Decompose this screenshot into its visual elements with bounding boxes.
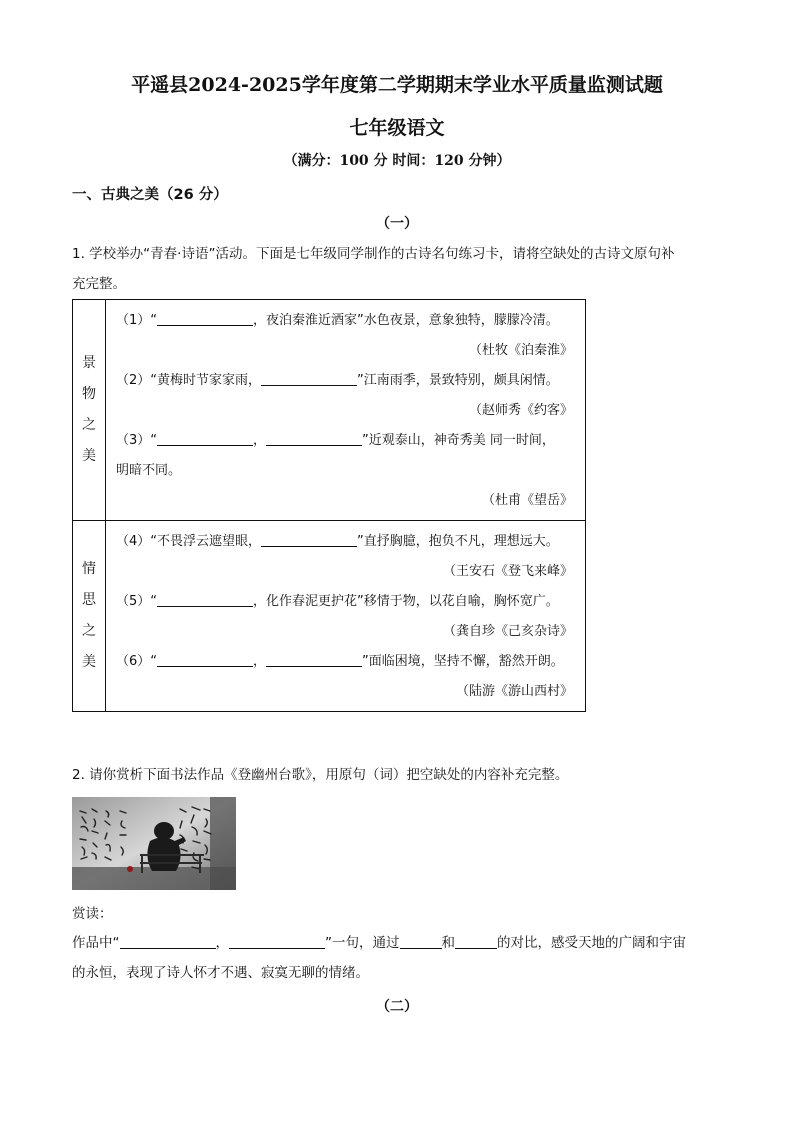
question-2-appreciation: 作品中“ ， ”一句，通过 和 的对比，感受天地的广阔和宇宙 的永恒，表现了诗人怀才不遇、寂寞无聊的情绪。 — [72, 935, 686, 981]
answer-blank[interactable] — [157, 592, 253, 607]
part-one-heading: （一） — [376, 216, 418, 232]
exam-subject: 七年级语文 — [349, 117, 445, 139]
question-2-prompt: 2. 请你赏析下面书法作品《登幽州台歌》，用原句（词）把空缺处的内容补充完整。 — [72, 767, 569, 783]
answer-blank[interactable] — [261, 371, 357, 386]
group-label-emotion: 情 思 之 美 — [73, 521, 106, 712]
poem-source: （杜牧《泊秦淮》 — [468, 343, 573, 358]
poem-source: （赵师秀《约客》 — [468, 403, 573, 418]
table-row — [73, 521, 586, 712]
answer-blank[interactable] — [455, 934, 497, 949]
group-label-scenery: 景 物 之 美 — [73, 300, 106, 521]
part-two-heading: （二） — [376, 999, 418, 1015]
poem-source: （龚自珍《己亥杂诗》 — [442, 624, 573, 639]
answer-blank[interactable] — [400, 934, 442, 949]
appreciation-label: 赏读： — [72, 906, 113, 922]
group-content-scenery: （1）“ ，夜泊秦淮近酒家”水色夜景，意象独特，朦朦冷清。 （杜牧《泊秦淮》 （2）“黄梅时节家家雨， ”江南雨季，景致特别，颇具闲情。 （赵师秀《约客》 （3）“ ， ”近观泰山，神奇秀美 同一时间， 明暗不同。 （杜甫《望岳》 — [106, 300, 586, 521]
answer-blank[interactable] — [229, 934, 325, 949]
poem-source: （陆游《游山西村》 — [455, 684, 573, 699]
exam-title: 平遥县2024-2025学年度第二学期期末学业水平质量监测试题 — [131, 74, 663, 96]
list-item: （4）“不畏浮云遮望眼， ”直抒胸臆，抱负不凡，理想远大。 — [116, 534, 559, 549]
answer-blank[interactable] — [157, 652, 253, 667]
list-item: （5）“ ，化作春泥更护花”移情于物，以花自喻，胸怀宽广。 — [116, 594, 559, 609]
poem-source: （王安石《登飞来峰》 — [442, 564, 573, 579]
answer-blank[interactable] — [157, 431, 253, 446]
list-item: （2）“黄梅时节家家雨， ”江南雨季，景致特别，颇具闲情。 — [116, 373, 559, 388]
answer-blank[interactable] — [266, 652, 362, 667]
list-item: （3）“ ， ”近观泰山，神奇秀美 同一时间， — [116, 433, 555, 448]
answer-blank[interactable] — [261, 532, 357, 547]
answer-blank[interactable] — [266, 431, 362, 446]
list-item: （6）“ ， ”面临困境，坚持不懈，豁然开朗。 — [116, 654, 564, 669]
calligraphy-image — [72, 797, 236, 890]
poem-source: （杜甫《望岳》 — [481, 493, 573, 508]
answer-blank[interactable] — [120, 934, 216, 949]
section-heading: 一、古典之美（26 分） — [72, 187, 228, 203]
question-1-prompt: 1. 学校举办“青春·诗语”活动。下面是七年级同学制作的古诗名句练习卡，请将空缺处的古诗文原句补 充完整。 — [72, 246, 675, 292]
calligraphy-painting-icon — [72, 797, 236, 890]
answer-blank[interactable] — [157, 311, 253, 326]
table-row — [73, 300, 586, 521]
list-item: （1）“ ，夜泊秦淮近酒家”水色夜景，意象独特，朦朦冷清。 — [116, 313, 559, 328]
group-content-emotion — [106, 521, 586, 712]
poem-practice-table — [72, 299, 586, 712]
exam-info: （满分：100 分 时间：120 分钟） — [283, 153, 511, 169]
